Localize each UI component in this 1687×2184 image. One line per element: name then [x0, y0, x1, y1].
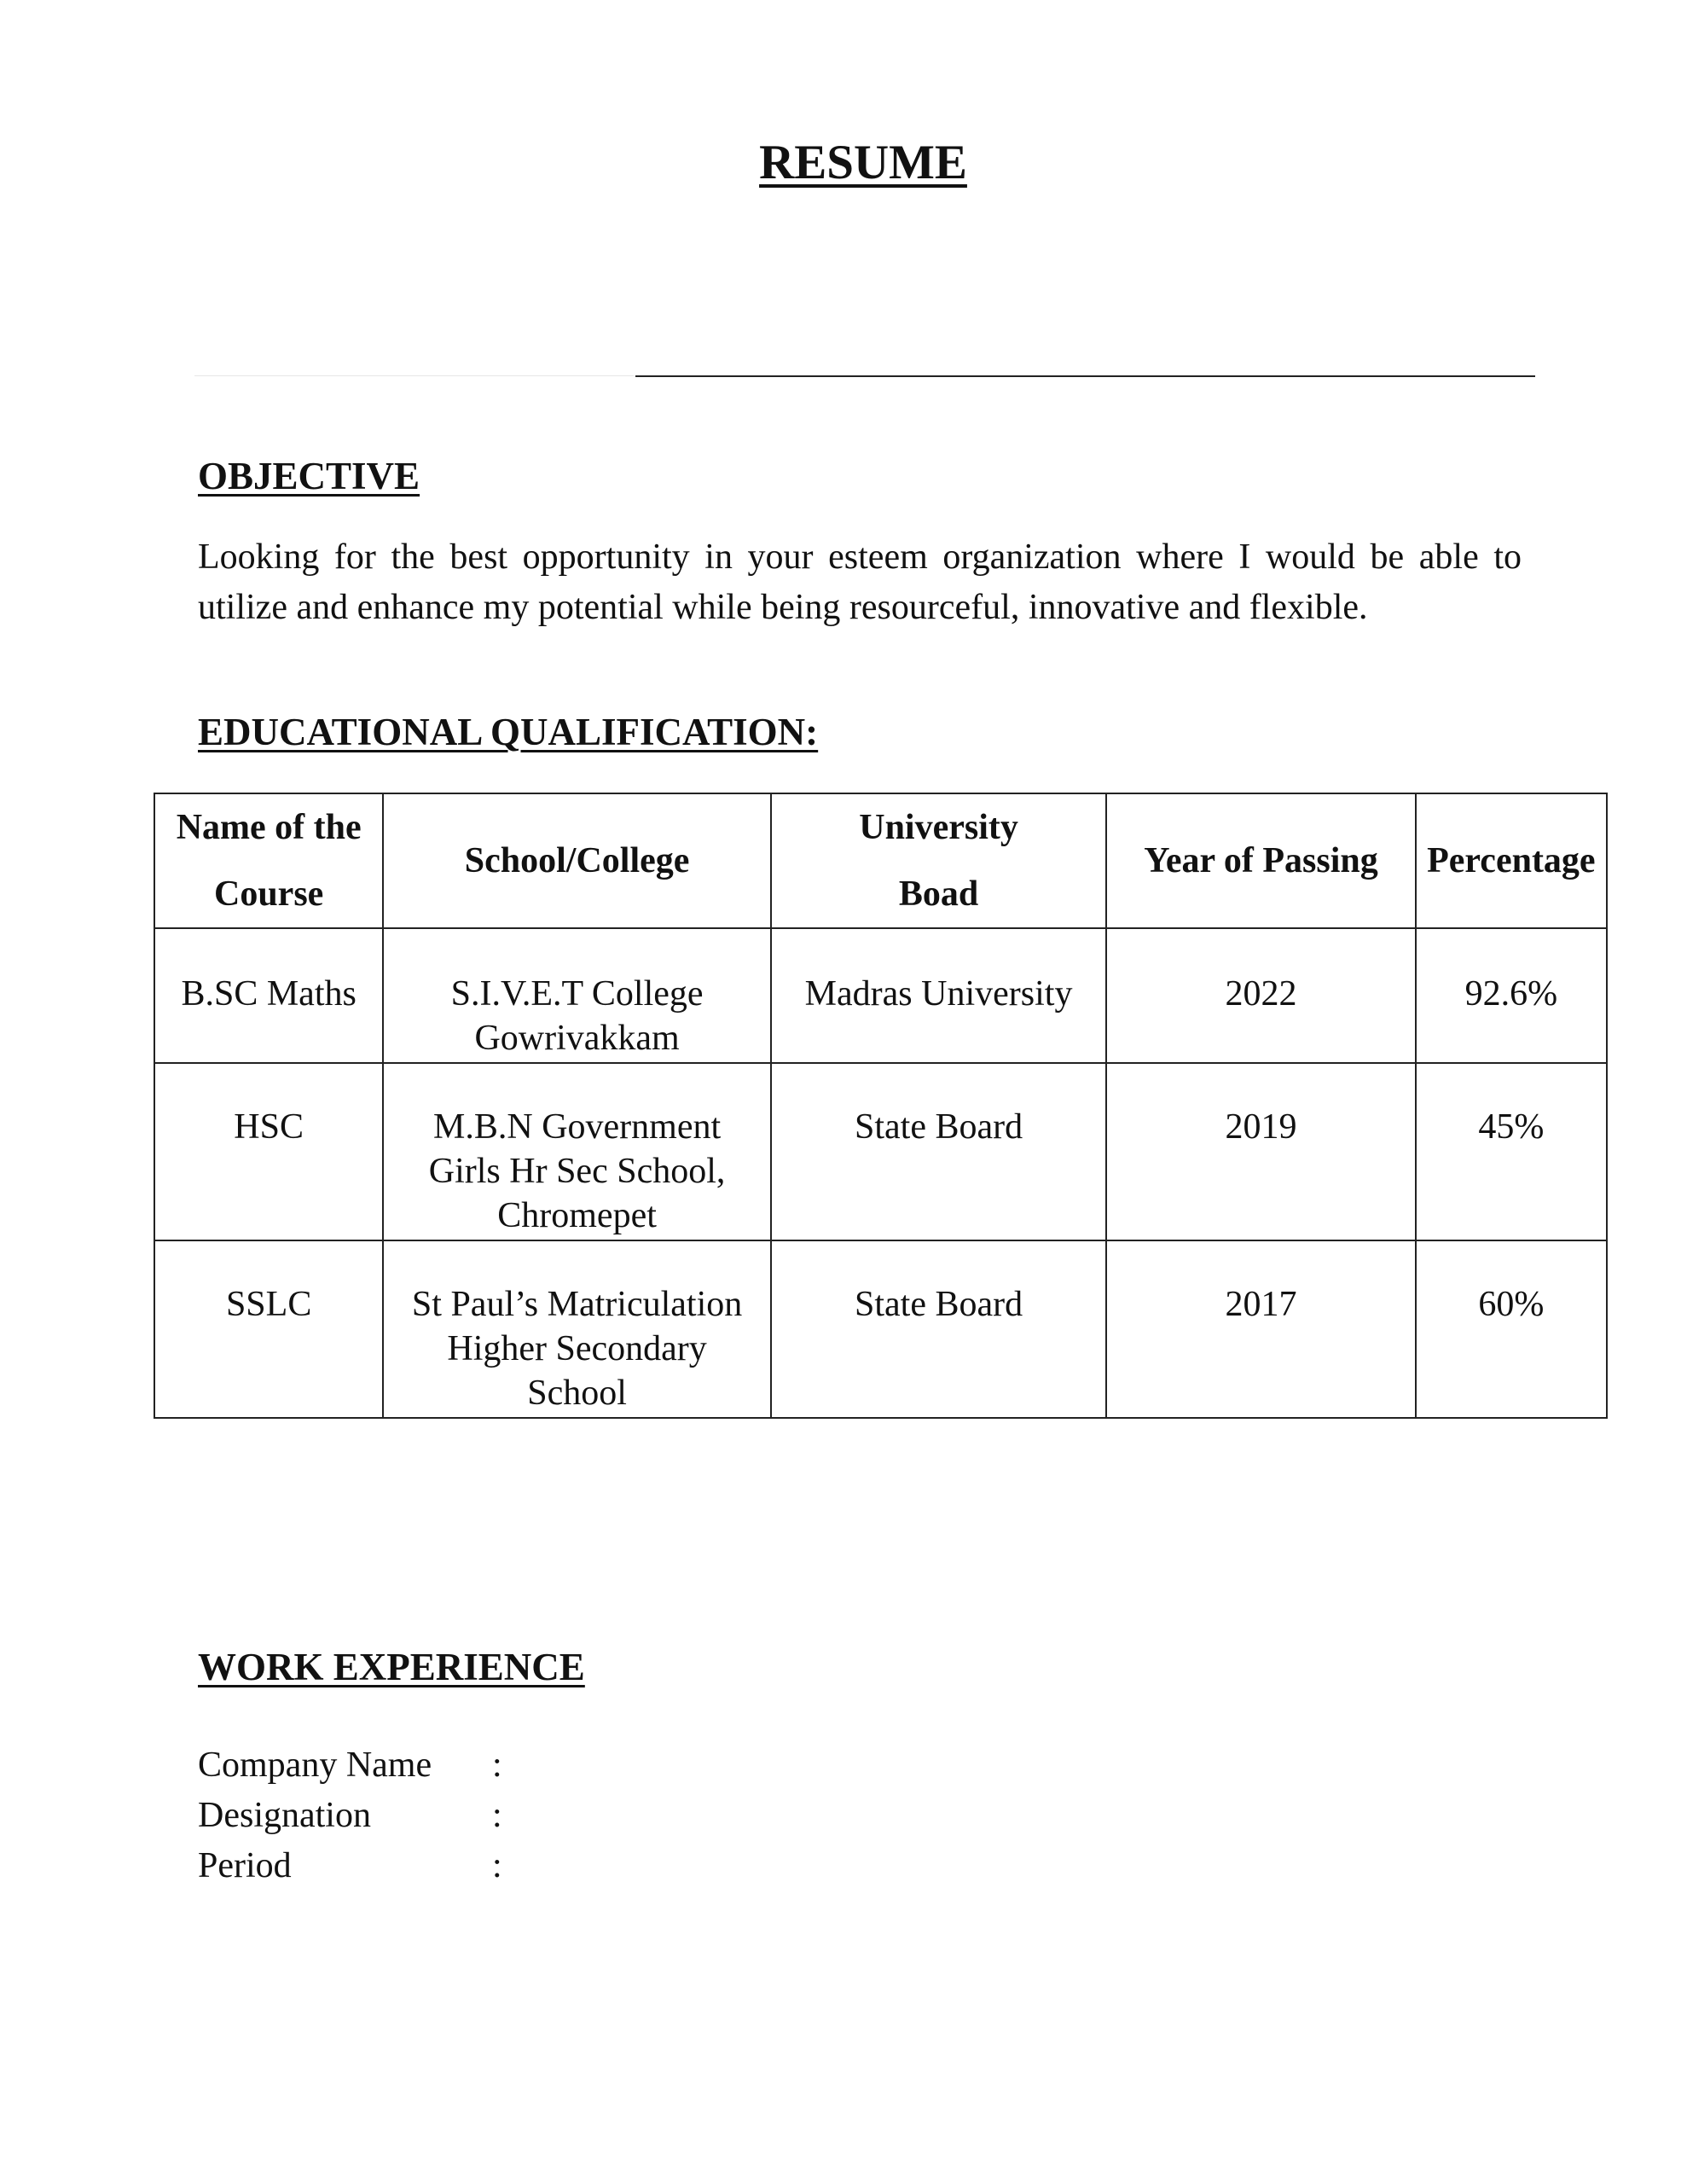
header-percentage: Percentage: [1416, 793, 1607, 928]
cell-school-line: M.B.N Government: [433, 1107, 722, 1147]
education-heading: EDUCATIONAL QUALIFICATION:: [198, 711, 819, 753]
cell-percentage: 60%: [1416, 1240, 1607, 1418]
objective-text: Looking for the best opportunity in your esteem organization where I would be able to utilize and enhance my potential while being resourceful, innovative and flexible.: [198, 537, 1522, 627]
cell-percentage: 92.6%: [1416, 928, 1607, 1063]
cell-school-line: St Paul’s Matriculation: [411, 1285, 743, 1324]
work-field-label: Company Name: [198, 1745, 432, 1785]
work-experience-heading: WORK EXPERIENCE: [198, 1646, 585, 1688]
table-row: [154, 1063, 1607, 1240]
cell-school: [383, 1063, 771, 1240]
work-field-period: [198, 1841, 502, 1891]
header-board-line1: University: [859, 808, 1018, 847]
work-field-label: Designation: [198, 1796, 371, 1835]
work-field-separator: :: [492, 1745, 502, 1785]
work-field-separator: :: [492, 1796, 502, 1835]
header-school: School/College: [383, 793, 771, 928]
cell-year: 2019: [1106, 1063, 1415, 1240]
table-row: [154, 928, 1607, 1063]
work-field-separator: :: [492, 1846, 502, 1885]
cell-school-line: School: [527, 1374, 627, 1413]
cell-school: [383, 1240, 771, 1418]
cell-board: State Board: [771, 1240, 1106, 1418]
cell-year: 2017: [1106, 1240, 1415, 1418]
header-course: [154, 793, 383, 928]
cell-board: State Board: [771, 1063, 1106, 1240]
divider-line: [635, 375, 1535, 377]
cell-school-line: Girls Hr Sec School,: [428, 1152, 726, 1191]
work-field-company: [198, 1740, 502, 1791]
cell-school-line: Chromepet: [497, 1196, 657, 1235]
page-title: RESUME: [759, 136, 967, 189]
cell-course: B.SC Maths: [154, 928, 383, 1063]
header-board: [771, 793, 1106, 928]
education-table: [154, 793, 1608, 1419]
cell-course: SSLC: [154, 1240, 383, 1418]
cell-year: 2022: [1106, 928, 1415, 1063]
table-header-row: [154, 793, 1607, 928]
objective-heading: OBJECTIVE: [198, 455, 420, 497]
table-row: [154, 1240, 1607, 1418]
header-board-line2: Boad: [898, 874, 979, 914]
header-course-line2: Course: [213, 874, 324, 914]
cell-school-line: S.I.V.E.T College: [450, 974, 704, 1014]
header-year: Year of Passing: [1106, 793, 1415, 928]
cell-board: Madras University: [771, 928, 1106, 1063]
work-experience-fields: [198, 1740, 502, 1891]
cell-course: HSC: [154, 1063, 383, 1240]
work-field-label: Period: [198, 1846, 292, 1885]
work-field-designation: [198, 1791, 502, 1841]
cell-school-line: Higher Secondary: [447, 1329, 707, 1368]
cell-percentage: 45%: [1416, 1063, 1607, 1240]
cell-school: [383, 928, 771, 1063]
header-course-line1: Name of the: [176, 808, 362, 847]
faint-divider-line: [194, 375, 634, 376]
cell-school-line: Gowrivakkam: [474, 1019, 680, 1058]
